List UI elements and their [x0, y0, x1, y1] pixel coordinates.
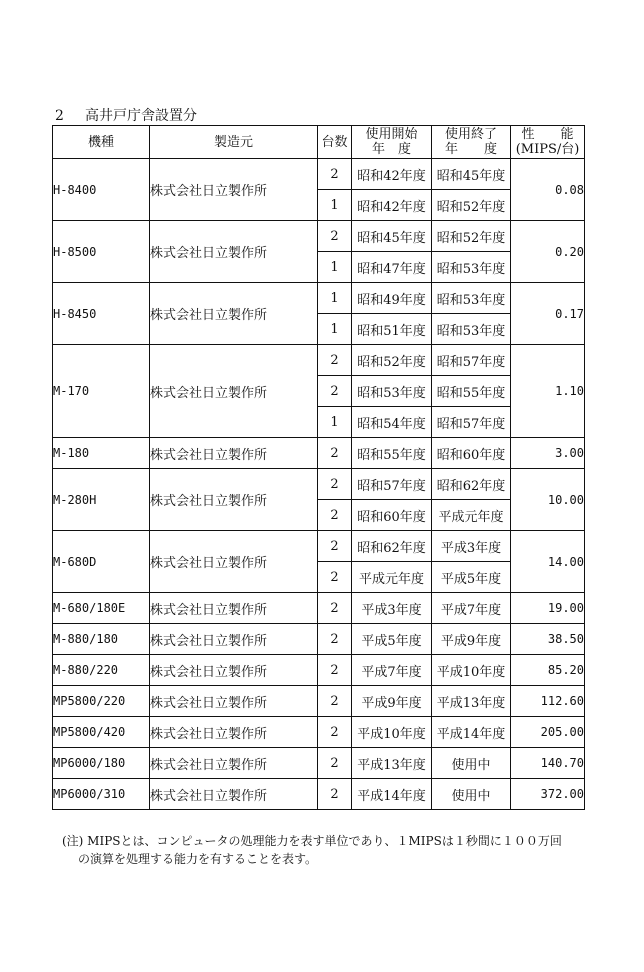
table-row	[53, 717, 585, 748]
maker-cell: 株式会社日立製作所	[150, 221, 318, 283]
start-year-cell: 平成10年度	[352, 717, 432, 748]
end-year-cell: 使用中	[432, 779, 511, 810]
maker-cell: 株式会社日立製作所	[150, 593, 318, 624]
end-year-cell: 昭和57年度	[432, 345, 511, 376]
performance-cell: 0.08	[511, 159, 585, 221]
maker-cell: 株式会社日立製作所	[150, 345, 318, 438]
maker-cell: 株式会社日立製作所	[150, 748, 318, 779]
performance-cell: 1.10	[511, 345, 585, 438]
model-cell: MP6000/180	[53, 748, 150, 779]
units-cell: 1	[318, 407, 352, 438]
units-cell: 1	[318, 252, 352, 283]
model-cell: M-680D	[53, 531, 150, 593]
start-year-cell: 昭和57年度	[352, 469, 432, 500]
start-year-cell: 昭和47年度	[352, 252, 432, 283]
model-cell: H-8450	[53, 283, 150, 345]
end-year-cell: 昭和60年度	[432, 438, 511, 469]
table-body	[53, 159, 585, 810]
performance-cell: 19.00	[511, 593, 585, 624]
header-maker: 製造元	[150, 126, 318, 159]
units-cell: 2	[318, 500, 352, 531]
maker-cell: 株式会社日立製作所	[150, 779, 318, 810]
end-year-cell: 平成13年度	[432, 686, 511, 717]
table-row	[53, 159, 585, 190]
performance-cell: 372.00	[511, 779, 585, 810]
start-year-cell: 平成9年度	[352, 686, 432, 717]
maker-cell: 株式会社日立製作所	[150, 469, 318, 531]
model-cell: H-8500	[53, 221, 150, 283]
start-year-cell: 平成13年度	[352, 748, 432, 779]
header-start-year: 使用開始 年 度	[352, 126, 432, 159]
footnote-line-2: の演算を処理する能力を有することを表す。	[78, 852, 318, 866]
start-year-cell: 昭和62年度	[352, 531, 432, 562]
units-cell: 2	[318, 717, 352, 748]
units-cell: 2	[318, 593, 352, 624]
units-cell: 1	[318, 283, 352, 314]
end-year-cell: 平成5年度	[432, 562, 511, 593]
start-year-cell: 平成14年度	[352, 779, 432, 810]
end-year-cell: 平成7年度	[432, 593, 511, 624]
end-year-cell: 昭和52年度	[432, 221, 511, 252]
end-year-cell: 平成14年度	[432, 717, 511, 748]
model-cell: MP6000/310	[53, 779, 150, 810]
maker-cell: 株式会社日立製作所	[150, 438, 318, 469]
units-cell: 2	[318, 221, 352, 252]
end-year-cell: 昭和53年度	[432, 314, 511, 345]
table-row	[53, 283, 585, 314]
performance-cell: 0.20	[511, 221, 585, 283]
maker-cell: 株式会社日立製作所	[150, 655, 318, 686]
header-units: 台数	[318, 126, 352, 159]
model-cell: M-880/180	[53, 624, 150, 655]
end-year-cell: 平成元年度	[432, 500, 511, 531]
table-row	[53, 469, 585, 500]
start-year-cell: 昭和45年度	[352, 221, 432, 252]
performance-cell: 140.70	[511, 748, 585, 779]
units-cell: 1	[318, 190, 352, 221]
performance-cell: 112.60	[511, 686, 585, 717]
header-end-year: 使用終了 年 度	[432, 126, 511, 159]
table-row	[53, 779, 585, 810]
table-row	[53, 345, 585, 376]
start-year-cell: 昭和51年度	[352, 314, 432, 345]
end-year-cell: 平成3年度	[432, 531, 511, 562]
end-year-cell: 昭和62年度	[432, 469, 511, 500]
units-cell: 2	[318, 159, 352, 190]
table-row	[53, 655, 585, 686]
start-year-cell: 昭和60年度	[352, 500, 432, 531]
model-cell: M-680/180E	[53, 593, 150, 624]
start-year-cell: 平成7年度	[352, 655, 432, 686]
section-heading	[55, 108, 197, 124]
units-cell: 2	[318, 624, 352, 655]
end-year-cell: 昭和52年度	[432, 190, 511, 221]
units-cell: 1	[318, 314, 352, 345]
maker-cell: 株式会社日立製作所	[150, 159, 318, 221]
start-year-cell: 昭和55年度	[352, 438, 432, 469]
end-year-cell: 昭和53年度	[432, 283, 511, 314]
model-cell: M-280H	[53, 469, 150, 531]
performance-cell: 38.50	[511, 624, 585, 655]
units-cell: 2	[318, 655, 352, 686]
maker-cell: 株式会社日立製作所	[150, 717, 318, 748]
units-cell: 2	[318, 779, 352, 810]
model-cell: MP5800/220	[53, 686, 150, 717]
table-row	[53, 748, 585, 779]
units-cell: 2	[318, 748, 352, 779]
header-performance: 性 能 (MIPS/台)	[511, 126, 585, 159]
end-year-cell: 使用中	[432, 748, 511, 779]
performance-cell: 10.00	[511, 469, 585, 531]
start-year-cell: 昭和54年度	[352, 407, 432, 438]
start-year-cell: 昭和42年度	[352, 190, 432, 221]
performance-cell: 14.00	[511, 531, 585, 593]
units-cell: 2	[318, 686, 352, 717]
start-year-cell: 昭和42年度	[352, 159, 432, 190]
start-year-cell: 平成3年度	[352, 593, 432, 624]
maker-cell: 株式会社日立製作所	[150, 686, 318, 717]
maker-cell: 株式会社日立製作所	[150, 531, 318, 593]
table-row	[53, 686, 585, 717]
maker-cell: 株式会社日立製作所	[150, 283, 318, 345]
units-cell: 2	[318, 438, 352, 469]
model-cell: MP5800/420	[53, 717, 150, 748]
performance-cell: 205.00	[511, 717, 585, 748]
end-year-cell: 平成9年度	[432, 624, 511, 655]
model-cell: M-880/220	[53, 655, 150, 686]
model-cell: M-180	[53, 438, 150, 469]
units-cell: 2	[318, 531, 352, 562]
table-row	[53, 438, 585, 469]
start-year-cell: 昭和52年度	[352, 345, 432, 376]
table-row	[53, 593, 585, 624]
model-cell: M-170	[53, 345, 150, 438]
units-cell: 2	[318, 345, 352, 376]
end-year-cell: 昭和55年度	[432, 376, 511, 407]
start-year-cell: 平成元年度	[352, 562, 432, 593]
table-row	[53, 221, 585, 252]
table-row	[53, 624, 585, 655]
units-cell: 2	[318, 469, 352, 500]
model-cell: H-8400	[53, 159, 150, 221]
maker-cell: 株式会社日立製作所	[150, 624, 318, 655]
footnote-line-1: (注) MIPSとは、コンピュータの処理能力を表す単位であり、１MIPSは１秒間に１００万回	[62, 834, 562, 848]
performance-cell: 3.00	[511, 438, 585, 469]
section-title: 高井戸庁舎設置分	[85, 108, 197, 124]
end-year-cell: 昭和57年度	[432, 407, 511, 438]
performance-cell: 85.20	[511, 655, 585, 686]
table-row	[53, 531, 585, 562]
units-cell: 2	[318, 562, 352, 593]
start-year-cell: 平成5年度	[352, 624, 432, 655]
section-number: 2	[55, 108, 64, 124]
units-cell: 2	[318, 376, 352, 407]
footnote	[62, 832, 592, 868]
performance-cell: 0.17	[511, 283, 585, 345]
end-year-cell: 平成10年度	[432, 655, 511, 686]
start-year-cell: 昭和53年度	[352, 376, 432, 407]
end-year-cell: 昭和53年度	[432, 252, 511, 283]
header-model: 機種	[53, 126, 150, 159]
computer-table	[52, 125, 585, 810]
start-year-cell: 昭和49年度	[352, 283, 432, 314]
end-year-cell: 昭和45年度	[432, 159, 511, 190]
table-header-row	[53, 126, 585, 159]
